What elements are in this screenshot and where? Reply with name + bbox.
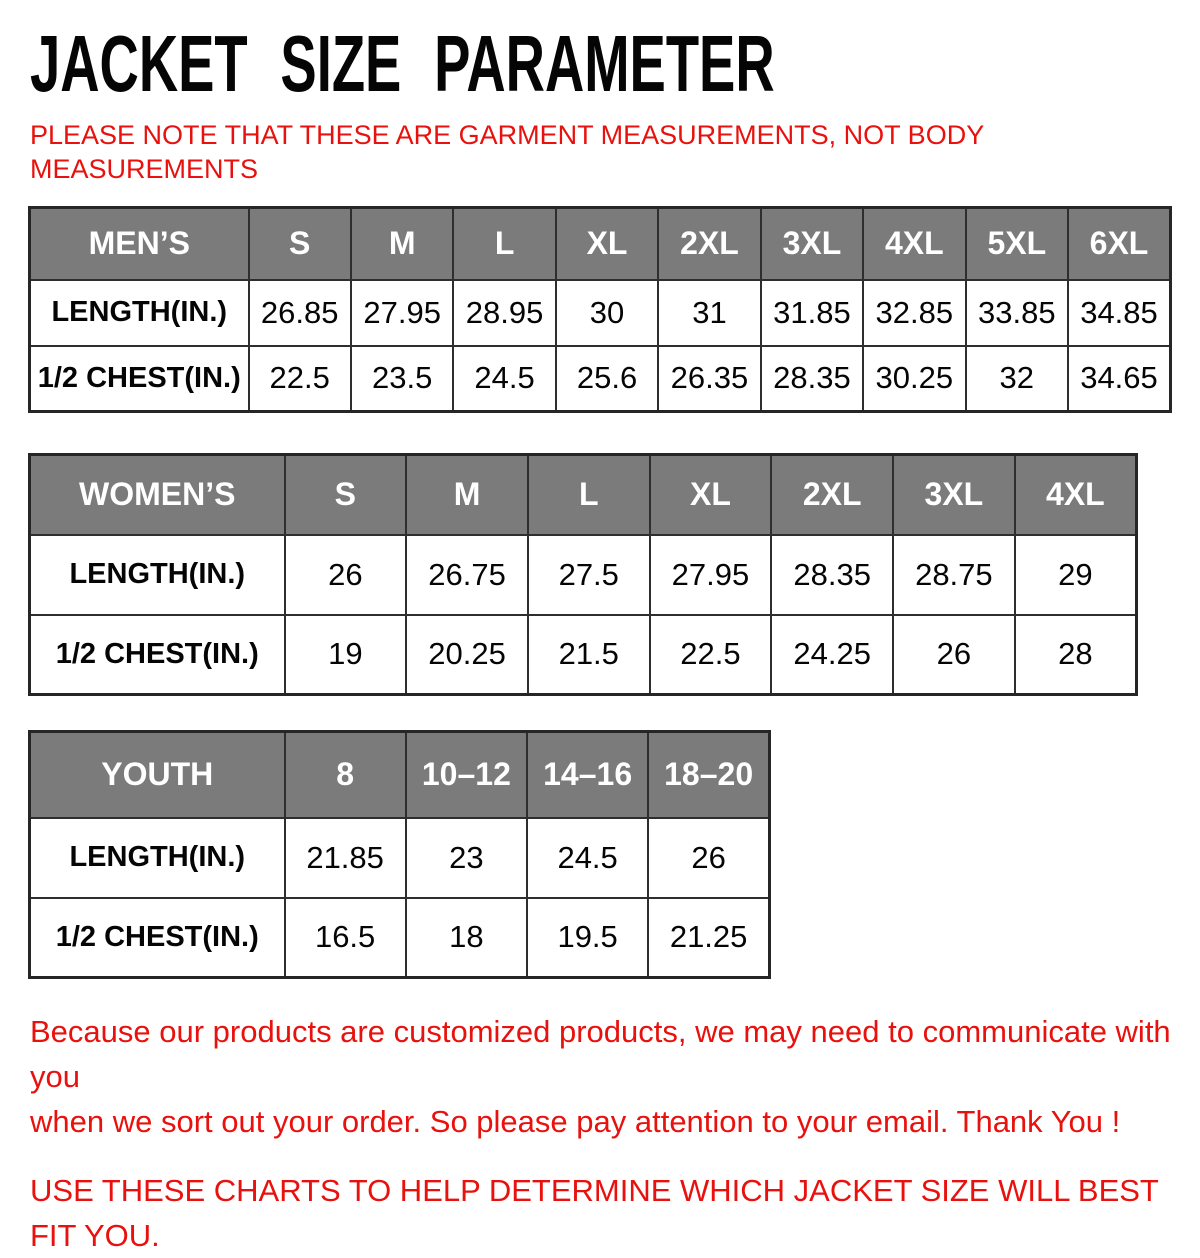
row-label-cell: 1/2 CHEST(IN.) <box>30 615 285 695</box>
womens-size-header-cell: 2XL <box>771 455 893 535</box>
usage-instruction: USE THESE CHARTS TO HELP DETERMINE WHICH JACKET SIZE WILL BEST FIT YOU. <box>30 1173 1159 1253</box>
measurement-value-cell: 28.35 <box>771 535 893 615</box>
womens-size-header-cell: M <box>406 455 528 535</box>
measurement-value-cell: 29 <box>1015 535 1137 615</box>
note-line-1: PLEASE NOTE THAT THESE ARE GARMENT MEASUREMENTS, NOT BODY <box>30 120 985 150</box>
measurement-value-cell: 28 <box>1015 615 1137 695</box>
youth-header-row <box>30 732 770 818</box>
measurement-value-cell: 27.95 <box>650 535 772 615</box>
mens-size-header-cell: 3XL <box>761 208 863 280</box>
measurement-value-cell: 18 <box>406 898 527 978</box>
notice-line-2: when we sort out your order. So please pay attention to your email. Thank You ! <box>30 1104 1121 1139</box>
measurement-value-cell: 22.5 <box>650 615 772 695</box>
measurement-value-cell: 22.5 <box>249 346 351 412</box>
womens-size-header-cell: L <box>528 455 650 535</box>
row-label-cell: LENGTH(IN.) <box>30 818 285 898</box>
measurement-value-cell: 33.85 <box>966 280 1068 346</box>
measurement-value-cell: 26 <box>285 535 407 615</box>
measurement-value-cell: 26.35 <box>658 346 760 412</box>
womens-measurement-row <box>30 535 1137 615</box>
measurement-value-cell: 28.35 <box>761 346 863 412</box>
youth-table-title-cell: YOUTH <box>30 732 285 818</box>
measurement-value-cell: 24.5 <box>527 818 648 898</box>
youth-measurement-row <box>30 898 770 978</box>
measurement-value-cell: 16.5 <box>285 898 406 978</box>
measurement-value-cell: 26.85 <box>249 280 351 346</box>
youth-size-header-cell: 14–16 <box>527 732 648 818</box>
measurement-value-cell: 26 <box>648 818 769 898</box>
measurement-value-cell: 23.5 <box>351 346 453 412</box>
notice-line-1: Because our products are customized products, we may need to communicate with you <box>30 1014 1171 1094</box>
womens-measurement-row <box>30 615 1137 695</box>
measurement-value-cell: 30.25 <box>863 346 965 412</box>
measurement-value-cell: 34.65 <box>1068 346 1171 412</box>
mens-measurement-row <box>30 346 1171 412</box>
measurement-value-cell: 19.5 <box>527 898 648 978</box>
measurement-value-cell: 26 <box>893 615 1015 695</box>
youth-size-table <box>28 730 771 979</box>
size-chart-page <box>0 19 1200 1258</box>
mens-size-header-cell: 4XL <box>863 208 965 280</box>
row-label-cell: LENGTH(IN.) <box>30 535 285 615</box>
mens-size-table <box>28 206 1172 413</box>
measurement-value-cell: 21.85 <box>285 818 406 898</box>
note-line-2: MEASUREMENTS <box>30 154 259 184</box>
mens-size-header-cell: M <box>351 208 453 280</box>
measurement-value-cell: 28.75 <box>893 535 1015 615</box>
youth-size-header-cell: 10–12 <box>406 732 527 818</box>
mens-size-header-cell: S <box>249 208 351 280</box>
youth-size-header-cell: 18–20 <box>648 732 769 818</box>
measurement-value-cell: 32 <box>966 346 1068 412</box>
garment-measurement-note <box>30 118 1200 186</box>
mens-table-title-cell: MEN’S <box>30 208 249 280</box>
measurement-value-cell: 30 <box>556 280 658 346</box>
row-label-cell: LENGTH(IN.) <box>30 280 249 346</box>
mens-header-row <box>30 208 1171 280</box>
mens-size-header-cell: 5XL <box>966 208 1068 280</box>
womens-size-header-cell: XL <box>650 455 772 535</box>
mens-size-header-cell: XL <box>556 208 658 280</box>
measurement-value-cell: 21.5 <box>528 615 650 695</box>
mens-size-header-cell: 6XL <box>1068 208 1171 280</box>
measurement-value-cell: 27.5 <box>528 535 650 615</box>
youth-size-header-cell: 8 <box>285 732 406 818</box>
mens-size-header-cell: 2XL <box>658 208 760 280</box>
row-label-cell: 1/2 CHEST(IN.) <box>30 346 249 412</box>
measurement-value-cell: 24.5 <box>453 346 555 412</box>
measurement-value-cell: 32.85 <box>863 280 965 346</box>
measurement-value-cell: 31.85 <box>761 280 863 346</box>
measurement-value-cell: 21.25 <box>648 898 769 978</box>
measurement-value-cell: 31 <box>658 280 760 346</box>
youth-measurement-row <box>30 818 770 898</box>
womens-header-row <box>30 455 1137 535</box>
measurement-value-cell: 25.6 <box>556 346 658 412</box>
measurement-value-cell: 24.25 <box>771 615 893 695</box>
page-title: JACKET SIZE PARAMETER <box>30 19 775 108</box>
measurement-value-cell: 26.75 <box>406 535 528 615</box>
measurement-value-cell: 27.95 <box>351 280 453 346</box>
womens-size-header-cell: 4XL <box>1015 455 1137 535</box>
measurement-value-cell: 20.25 <box>406 615 528 695</box>
womens-table-title-cell: WOMEN’S <box>30 455 285 535</box>
mens-size-header-cell: L <box>453 208 555 280</box>
measurement-value-cell: 28.95 <box>453 280 555 346</box>
measurement-value-cell: 23 <box>406 818 527 898</box>
measurement-value-cell: 19 <box>285 615 407 695</box>
row-label-cell: 1/2 CHEST(IN.) <box>30 898 285 978</box>
womens-size-header-cell: S <box>285 455 407 535</box>
womens-size-header-cell: 3XL <box>893 455 1015 535</box>
womens-size-table <box>28 453 1138 696</box>
mens-measurement-row <box>30 280 1171 346</box>
customization-notice <box>30 1009 1200 1144</box>
measurement-value-cell: 34.85 <box>1068 280 1171 346</box>
